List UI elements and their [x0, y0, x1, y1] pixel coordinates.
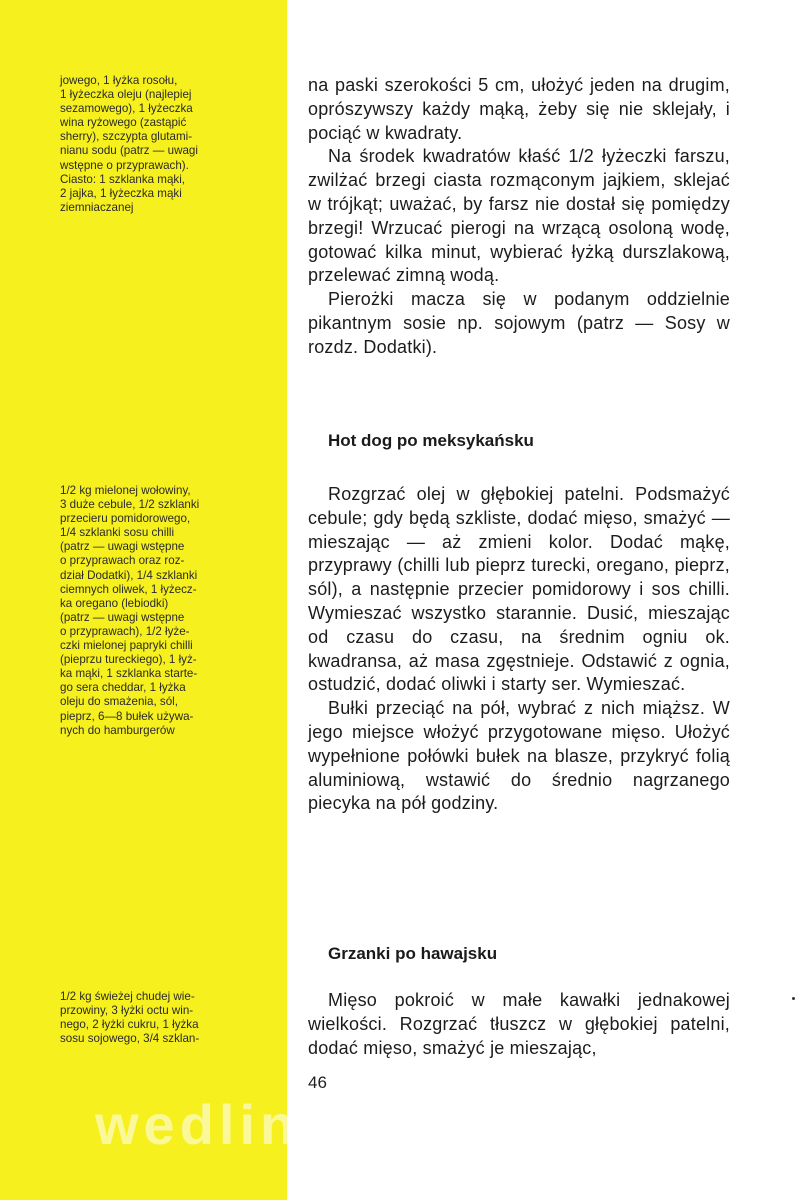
paragraph: Mięso pokroić w małe kawałki jednakowej wielkości. Rozgrzać tłuszcz w głębokiej patelni, dodać mięso, smażyć je mieszając,	[308, 990, 730, 1058]
hot-dog-heading: Hot dog po meksykańsku	[328, 431, 534, 450]
paragraph: Pierożki macza się w podanym oddzielnie pikantnym sosie np. sojowym (patrz — Sosy w rozdz. Dodatki).	[308, 289, 730, 357]
page-number: 46	[308, 1073, 327, 1092]
hawaiian-toast-instructions	[308, 989, 730, 1060]
ingredients-dumplings-continued: jowego, 1 łyżka rosołu, 1 łyżeczka oleju (najlepiej sezamowego), 1 łyżeczka wina ryżowego (zastąpić sherry), szczypta glutami- nianu sodu (patrz — uwagi wstępne o przyprawach). Ciasto: 1 szklanka mąki, 2 jajka, 1 łyżeczka mąki ziemniaczanej	[60, 74, 198, 214]
watermark: wedlinydomowe.pl	[95, 1093, 673, 1156]
stray-dot	[792, 997, 795, 1000]
ingredients-hot-dog: 1/2 kg mielonej wołowiny, 3 duże cebule, 1/2 szklanki przecieru pomidorowego, 1/4 szklanki sosu chilli (patrz — uwagi wstępne o przyprawach oraz roz- dział Dodatki), 1/4 szklanki ciemnych oliwek, 1 łyżecz- ka oregano (lebiodki) (patrz — uwagi wstępne o przyprawach), 1/2 łyże- czki mielonej papryki chilli (pieprzu tureckiego), 1 łyż- ka mąki, 1 szklanka starte- go sera cheddar, 1 łyżka oleju do smażenia, sól, pieprz, 6—8 bułek używa- nych do hamburgerów	[60, 484, 200, 737]
hawaiian-toast-heading: Grzanki po hawajsku	[328, 944, 498, 963]
ingredients-hawaiian-toast: 1/2 kg świeżej chudej wie- przowiny, 3 łyżki octu win- nego, 2 łyżki cukru, 1 łyżka sosu sojowego, 3/4 szklan-	[60, 990, 200, 1046]
hot-dog-instructions	[308, 483, 730, 816]
paragraph: Na środek kwadratów kłaść 1/2 łyżeczki farszu, zwilżać brzegi ciasta rozmąconym jajkiem, sklejać w trójkąt; uważać, by farsz nie dostał się pomiędzy brzegi! Wrzucać pierogi na wrzącą osoloną wodę, gotować kilka minut, wybierać łyżką durszlakową, przelewać zimną wodą.	[308, 146, 730, 286]
paragraph: Bułki przeciąć na pół, wybrać z nich miąższ. W jego miejsce włożyć przygotowane mięso. Ułożyć wypełnione połówki bułek na blasze, przykryć folią aluminiową, wstawić do średnio nagrzanego piecyka na pół godziny.	[308, 698, 730, 814]
paragraph: Rozgrzać olej w głębokiej patelni. Podsmażyć cebule; gdy będą szkliste, dodać mięso, smażyć — mieszając — aż zmieni kolor. Dodać mąkę, przyprawy (chilli lub pieprz turecki, oregano, pieprz, sól), a następnie przecier pomidorowy i sos chilli. Wymieszać wszystko starannie. Dusić, mieszając od czasu do czasu, na średnim ogniu ok. kwadransa, aż masa zgęstnieje. Odstawić z ognia, ostudzić, dodać oliwki i starty ser. Wymieszać.	[308, 484, 730, 695]
paragraph: na paski szerokości 5 cm, ułożyć jeden na drugim, oprószywszy każdy mąką, żeby się nie sklejały, i pociąć w kwadraty.	[308, 75, 730, 143]
dumplings-instructions	[308, 74, 730, 360]
